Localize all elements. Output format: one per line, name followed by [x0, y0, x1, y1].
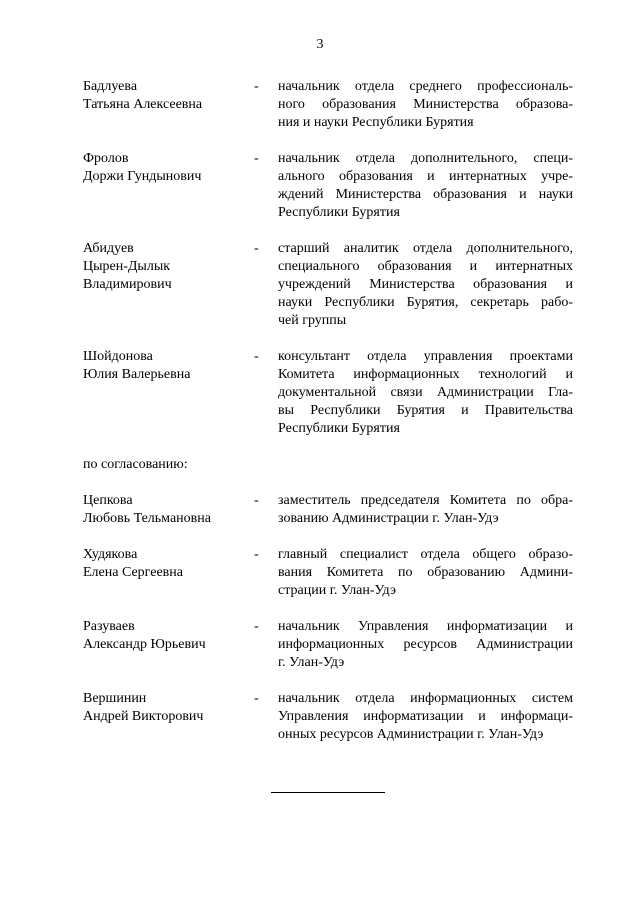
member-surname: Разуваев: [83, 619, 135, 634]
member-entry: [83, 150, 573, 222]
separator-dash: -: [254, 691, 259, 706]
member-surname: Вершинин: [83, 691, 147, 706]
page-number: 3: [316, 37, 324, 52]
member-given-name: Цырен-Дылык: [83, 259, 171, 274]
agreed-member-entry: [83, 546, 573, 600]
position-line: ального образования и интернатных учре-: [278, 169, 573, 184]
position-line: Управления информатизации и информаци-: [278, 709, 573, 724]
position-line: информационных ресурсов Администрации: [278, 637, 573, 652]
position-line: начальник отдела среднего профессиональ-: [278, 79, 573, 94]
separator-dash: -: [254, 79, 259, 94]
member-entry: [83, 240, 573, 330]
member-entry: [83, 78, 573, 132]
member-given-names: Доржи Гундынович: [83, 169, 202, 184]
position-line: зованию Администрации г. Улан-Удэ: [278, 511, 499, 526]
member-name: [83, 78, 254, 114]
position-line: старший аналитик отдела дополнительного,: [278, 241, 573, 256]
position-line: Республики Бурятия: [278, 205, 400, 220]
position-line: Республики Бурятия: [278, 421, 400, 436]
member-position: [278, 690, 573, 744]
member-name: [83, 348, 254, 384]
member-patronymic: Владимирович: [83, 277, 172, 292]
member-position: [278, 78, 573, 132]
closing-rule: [271, 792, 385, 793]
member-position: [278, 240, 573, 330]
position-line: г. Улан-Удэ: [278, 655, 345, 670]
member-name: [83, 150, 254, 186]
position-line: ного образования Министерства образова-: [278, 97, 573, 112]
position-line: чей группы: [278, 313, 347, 328]
agreement-label: по согласованию:: [83, 457, 188, 472]
position-line: документальной связи Администрации Гла-: [278, 385, 573, 400]
position-line: ждений Министерства образования и науки: [278, 187, 573, 202]
separator-dash: -: [254, 151, 259, 166]
member-given-names: Александр Юрьевич: [83, 637, 206, 652]
agreed-member-entry: [83, 492, 573, 528]
member-name: [83, 492, 254, 528]
separator-dash: -: [254, 547, 259, 562]
member-given-names: Татьяна Алексеевна: [83, 97, 203, 112]
member-position: [278, 492, 573, 528]
member-surname: Цепкова: [83, 493, 133, 508]
member-name: [83, 618, 254, 654]
position-line: главный специалист отдела общего образо-: [278, 547, 573, 562]
agreed-member-entry: [83, 690, 573, 744]
member-given-names: Андрей Викторович: [83, 709, 204, 724]
member-name: [83, 690, 254, 726]
member-surname: Худякова: [83, 547, 138, 562]
position-line: вы Республики Бурятия и Правительства: [278, 403, 573, 418]
member-given-names: Елена Сергеевна: [83, 565, 183, 580]
position-line: заместитель председателя Комитета по обра-: [278, 493, 573, 508]
position-line: начальник отдела дополнительного, специ-: [278, 151, 573, 166]
member-surname: Абидуев: [83, 241, 134, 256]
position-line: консультант отдела управления проектами: [278, 349, 573, 364]
member-name: [83, 240, 254, 294]
member-surname: Шойдонова: [83, 349, 153, 364]
position-line: страции г. Улан-Удэ: [278, 583, 396, 598]
working-group-list: [83, 78, 573, 744]
position-line: учреждений Министерства образования и: [278, 277, 573, 292]
member-name: [83, 546, 254, 582]
position-line: специального образования и интернатных: [278, 259, 573, 274]
member-surname: Фролов: [83, 151, 129, 166]
position-line: Комитета информационных технологий и: [278, 367, 573, 382]
position-line: начальник Управления информатизации и: [278, 619, 573, 634]
position-line: онных ресурсов Администрации г. Улан-Удэ: [278, 727, 544, 742]
separator-dash: -: [254, 493, 259, 508]
position-line: вания Комитета по образованию Админи-: [278, 565, 573, 580]
separator-dash: -: [254, 241, 259, 256]
position-line: начальник отдела информационных систем: [278, 691, 573, 706]
member-position: [278, 618, 573, 672]
member-position: [278, 546, 573, 600]
member-given-names: Юлия Валерьевна: [83, 367, 191, 382]
separator-dash: -: [254, 349, 259, 364]
position-line: науки Республики Бурятия, секретарь рабо-: [278, 295, 573, 310]
member-given-names: Любовь Тельмановна: [83, 511, 211, 526]
member-entry: [83, 348, 573, 438]
member-position: [278, 348, 573, 438]
position-line: ния и науки Республики Бурятия: [278, 115, 474, 130]
member-position: [278, 150, 573, 222]
agreed-member-entry: [83, 618, 573, 672]
separator-dash: -: [254, 619, 259, 634]
member-surname: Бадлуева: [83, 79, 138, 94]
